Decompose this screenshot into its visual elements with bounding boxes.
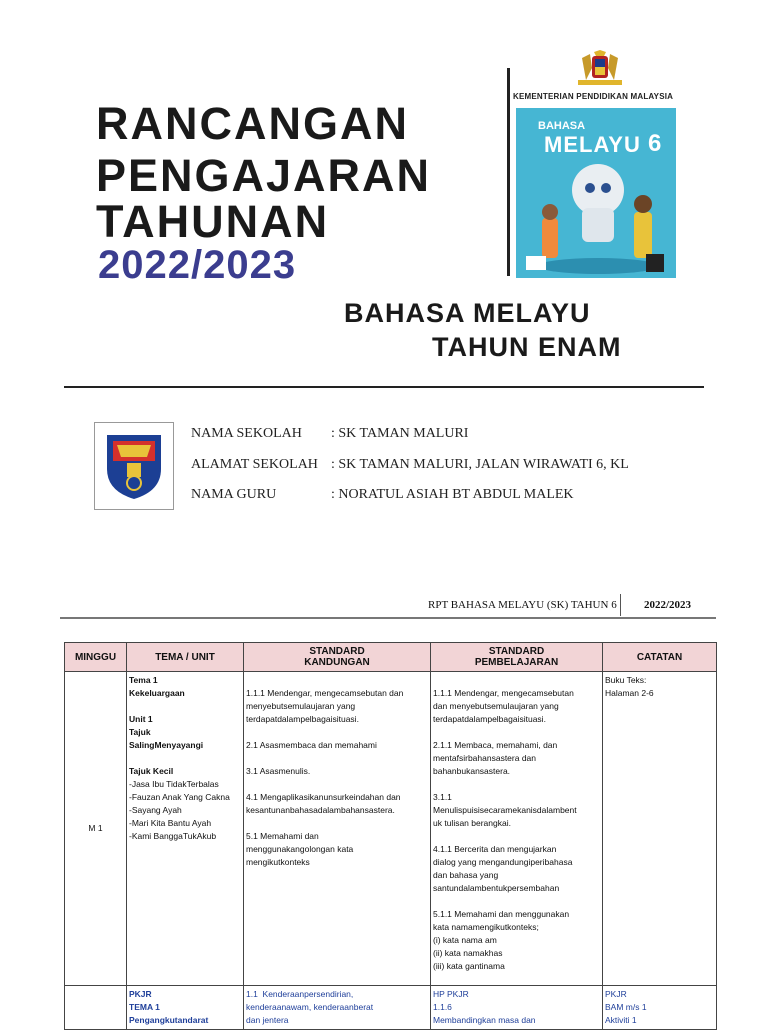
cell-text-line: -Kami BanggaTukAkub <box>129 831 217 841</box>
cell-text-line: 3.1.1 <box>433 792 452 802</box>
cell-text-line: kata namamengikutkonteks; <box>433 922 539 932</box>
cell-text-line: -Sayang Ayah <box>129 805 182 815</box>
cell-text-line <box>433 778 600 791</box>
textbook-cover-title: MELAYU <box>544 132 641 157</box>
header-standard-kandungan: STANDARD KANDUNGAN <box>244 643 431 672</box>
cell-text-line: santundalambentukpersembahan <box>433 883 560 893</box>
cell-text-line: 1.1.1 Mendengar, mengecamsebutan dan <box>246 688 404 698</box>
cell-text-line: TEMA 1 <box>129 1002 160 1012</box>
page-header-rule <box>60 617 716 619</box>
cell-text-line: Membandingkan masa dan <box>433 1015 536 1025</box>
textbook-cover-grade: 6 <box>648 130 662 157</box>
cover-year: 2022/2023 <box>98 243 297 287</box>
school-address-value: : SK TAMAN MALURI, JALAN WIRAWATI 6, KL <box>331 457 629 472</box>
title-line-3: TAHUNAN <box>96 196 330 247</box>
cell-text-line: 5.1.1 Memahami dan menggunakan <box>433 909 570 919</box>
cell-text-line: (ii) kata namakhas <box>433 948 503 958</box>
cell-text-line: bahanbukansastera. <box>433 766 511 776</box>
cell-text-line: -Jasa Ibu TidakTerbalas <box>129 779 219 789</box>
table-header-row <box>65 643 717 672</box>
cell-text-line: Tajuk Kecil <box>129 766 174 776</box>
cell-text-line: BAM m/s 1 <box>605 1002 647 1012</box>
cell-catatan <box>603 672 717 986</box>
cell-text-line: Pengangkutandarat <box>129 1015 209 1025</box>
cell-text-line: HP PKJR <box>433 989 469 999</box>
school-address-label: ALAMAT SEKOLAH <box>191 457 318 472</box>
cell-text-line: Tema 1 <box>129 675 158 685</box>
cell-text-line: -Mari Kita Bantu Ayah <box>129 818 212 828</box>
cell-text-line <box>129 752 241 765</box>
cell-text-line: PKJR <box>129 989 152 999</box>
coat-of-arms-icon <box>568 50 632 90</box>
header-tema-unit: TEMA / UNIT <box>127 643 244 672</box>
cell-text-line <box>246 752 428 765</box>
cell-text-line: dan bahasa yang <box>433 870 499 880</box>
cell-text-line: 1.1.6 <box>433 1002 452 1012</box>
school-logo <box>94 422 174 510</box>
cell-text-line <box>246 674 428 687</box>
cell-text-line: (iii) kata gantinama <box>433 961 505 971</box>
cell-text-line: mengikutkonteks <box>246 857 310 867</box>
cell-minggu: M 1 <box>65 672 127 986</box>
robot-illustration-icon <box>516 148 676 278</box>
cell-text-line: menggunakangolongan kata <box>246 844 354 854</box>
header-minggu: MINGGU <box>65 643 127 672</box>
cell-text-line: menyebutsemulaujaran yang <box>246 701 356 711</box>
school-name-label: NAMA SEKOLAH <box>191 426 302 441</box>
cell-text-line: 4.1.1 Bercerita dan mengujarkan <box>433 844 557 854</box>
header-standard-pembelajaran: STANDARD PEMBELAJARAN <box>431 643 603 672</box>
subject-grade: TAHUN ENAM <box>432 332 622 362</box>
cell-text-line: kesantunanbahasadalambahansastera. <box>246 805 395 815</box>
cell-text-line <box>433 895 600 908</box>
title-line-1: RANCANGAN <box>96 98 409 149</box>
cell-text-line: Tajuk <box>129 727 151 737</box>
cell-text-line: terdapatdalampelbagaisituasi. <box>433 714 546 724</box>
cell-text-line <box>433 830 600 843</box>
cell-text-line: 4.1 Mengaplikasikanunsurkeindahan dan <box>246 792 401 802</box>
cell-text-line: uk tulisan berangkai. <box>433 818 511 828</box>
vertical-divider <box>507 68 510 276</box>
cell-tema-unit <box>127 672 244 986</box>
page-header-title: RPT BAHASA MELAYU (SK) TAHUN 6 <box>428 599 617 611</box>
subject-title: BAHASA MELAYU <box>344 298 591 328</box>
cell-text-line: 2.1.1 Membaca, memahami, dan <box>433 740 558 750</box>
table-row <box>65 672 717 986</box>
cell-catatan <box>603 986 717 1030</box>
title-line-2: PENGAJARAN <box>96 150 432 201</box>
cell-minggu <box>65 986 127 1030</box>
page-header-year: 2022/2023 <box>644 599 692 611</box>
textbook-cover-subtitle: BAHASA <box>538 120 586 132</box>
page-header-separator <box>620 594 621 616</box>
cell-text-line <box>433 726 600 739</box>
cell-pembelajaran <box>431 986 603 1030</box>
horizontal-divider <box>64 386 704 388</box>
cell-text-line <box>246 726 428 739</box>
cell-text-line <box>433 674 600 687</box>
cell-text-line: dan jentera <box>246 1015 289 1025</box>
cell-text-line: 3.1 Asasmenulis. <box>246 766 311 776</box>
table-row <box>65 986 717 1030</box>
cell-text-line: 1.1.1 Mendengar, mengecamsebutan <box>433 688 574 698</box>
school-name-value: : SK TAMAN MALURI <box>331 426 469 441</box>
cell-kandungan <box>244 672 431 986</box>
cell-text-line: dan menyebutsemulaujaran yang <box>433 701 559 711</box>
cell-text-line: kenderaanawam, kenderaanberat <box>246 1002 374 1012</box>
cell-text-line: Menulispuisisecaramekanisdalambent <box>433 805 577 815</box>
cell-text-line: (i) kata nama am <box>433 935 497 945</box>
cell-tema-unit <box>127 986 244 1030</box>
cell-text-line: SalingMenyayangi <box>129 740 204 750</box>
cell-text-line <box>129 700 241 713</box>
cell-text-line <box>246 817 428 830</box>
cell-kandungan <box>244 986 431 1030</box>
teacher-value: : NORATUL ASIAH BT ABDUL MALEK <box>331 487 574 502</box>
cell-text-line: 1.1 Kenderaanpersendirian, <box>246 989 354 999</box>
cell-text-line: Aktiviti 1 <box>605 1015 637 1025</box>
cell-text-line: Buku Teks: <box>605 675 647 685</box>
cell-text-line: 5.1 Memahami dan <box>246 831 319 841</box>
cell-text-line <box>246 778 428 791</box>
textbook-cover-image <box>516 108 676 278</box>
rpt-table <box>64 642 717 1030</box>
teacher-label: NAMA GURU <box>191 487 277 502</box>
cell-text-line: PKJR <box>605 989 627 999</box>
header-catatan: CATATAN <box>603 643 717 672</box>
cell-text-line: -Fauzan Anak Yang Cakna <box>129 792 230 802</box>
cell-pembelajaran <box>431 672 603 986</box>
cell-text-line: dialog yang mengandungiperibahasa <box>433 857 573 867</box>
ministry-name: KEMENTERIAN PENDIDIKAN MALAYSIA <box>513 92 674 101</box>
cell-text-line: Halaman 2-6 <box>605 688 654 698</box>
cell-text-line: 2.1 Asasmembaca dan memahami <box>246 740 377 750</box>
cell-text-line: Kekeluargaan <box>129 688 185 698</box>
cell-text-line: mentafsirbahansastera dan <box>433 753 537 763</box>
school-crest-icon <box>103 431 165 501</box>
cell-text-line: Unit 1 <box>129 714 153 724</box>
cell-text-line: terdapatdalampelbagaisituasi. <box>246 714 359 724</box>
